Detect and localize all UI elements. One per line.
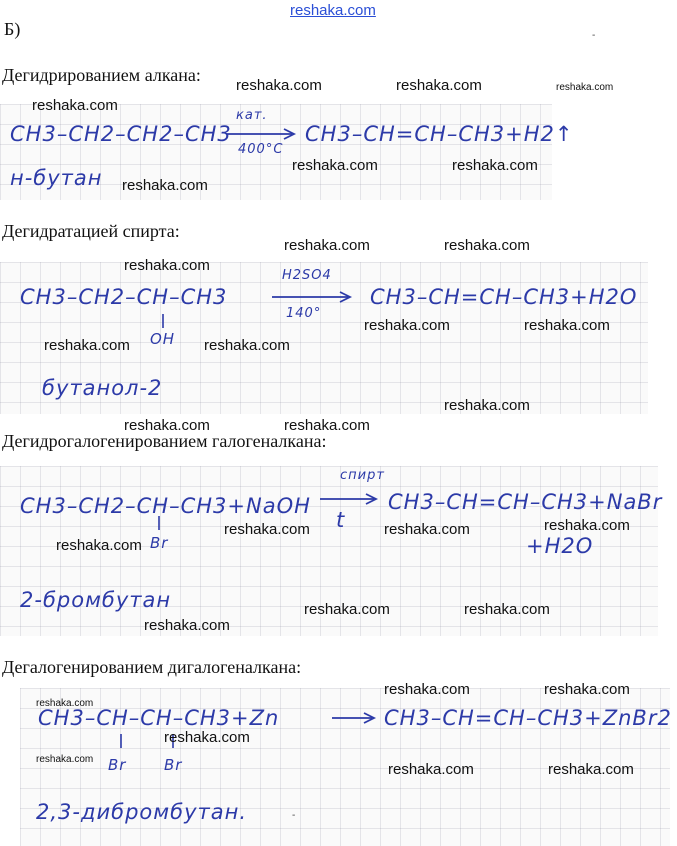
reactant-formula: CH3–CH–CH–CH3+Zn xyxy=(38,706,280,730)
product-formula: CH3–CH=CH–CH3+H2↑ xyxy=(305,122,574,146)
reaction-condition-top: H2SO4 xyxy=(282,268,332,283)
watermark: reshaka.com xyxy=(384,681,470,698)
watermark: reshaka.com xyxy=(236,77,322,94)
section-heading-dehydrogenation: Дегидрированием алкана: xyxy=(2,65,201,85)
product-formula-line2: +H2O xyxy=(526,534,594,558)
compound-name: бутанол-2 xyxy=(42,376,163,400)
watermark: reshaka.com xyxy=(44,337,130,354)
substituent-group: Br xyxy=(164,756,183,774)
watermark: reshaka.com xyxy=(524,317,610,334)
watermark: reshaka.com xyxy=(544,681,630,698)
reactant-formula: CH3–CH2–CH2–CH3 xyxy=(10,122,232,146)
watermark: reshaka.com xyxy=(388,761,474,778)
watermark: reshaka.com xyxy=(204,337,290,354)
watermark: reshaka.com xyxy=(396,77,482,94)
section-heading-dehalogenation: Дегалогенированием дигалогеналкана: xyxy=(2,657,302,677)
compound-name: н-бутан xyxy=(10,166,103,190)
reactant-formula: CH3–CH2–CH–CH3 xyxy=(20,285,228,309)
reaction-arrow xyxy=(332,712,378,724)
substituent-group: Br xyxy=(108,756,127,774)
watermark: reshaka.com xyxy=(36,698,94,709)
site-link[interactable]: reshaka.com xyxy=(290,2,376,19)
compound-name: 2,3-дибромбутан. xyxy=(36,800,247,824)
watermark: reshaka.com xyxy=(124,417,210,434)
watermark: reshaka.com xyxy=(144,617,230,634)
watermark: reshaka.com xyxy=(548,761,634,778)
watermark: reshaka.com xyxy=(284,417,370,434)
watermark: reshaka.com xyxy=(56,537,142,554)
watermark: reshaka.com xyxy=(384,521,470,538)
watermark: reshaka.com xyxy=(224,521,310,538)
dash-mark: - xyxy=(592,30,596,41)
watermark: reshaka.com xyxy=(464,601,550,618)
watermark: reshaka.com xyxy=(444,237,530,254)
reaction-arrow xyxy=(226,128,298,140)
bond-line xyxy=(156,516,162,532)
watermark: reshaka.com xyxy=(164,729,250,746)
watermark: reshaka.com xyxy=(292,157,378,174)
substituent-group: Br xyxy=(150,534,169,552)
reaction-condition-bottom: 140° xyxy=(286,306,322,321)
product-formula: CH3–CH=CH–CH3+NaBr xyxy=(388,490,663,514)
watermark: reshaka.com xyxy=(544,517,630,534)
watermark: reshaka.com xyxy=(452,157,538,174)
reaction-condition-top: спирт xyxy=(340,468,385,483)
section-heading-dehydrohalogenation: Дегидрогалогенированием галогеналкана: xyxy=(2,431,327,451)
product-formula: CH3–CH=CH–CH3+ZnBr2 xyxy=(384,706,672,730)
reaction-condition-bottom: t xyxy=(336,508,346,532)
watermark: reshaka.com xyxy=(364,317,450,334)
watermark: reshaka.com xyxy=(444,397,530,414)
bond-line xyxy=(160,314,166,330)
dash-mark: - xyxy=(292,810,296,821)
watermark: reshaka.com xyxy=(556,82,614,93)
reactant-formula: CH3–CH2–CH–CH3+NaOH xyxy=(20,494,311,518)
bond-line xyxy=(118,734,124,750)
part-label: Б) xyxy=(4,19,21,39)
watermark: reshaka.com xyxy=(36,754,94,765)
watermark: reshaka.com xyxy=(122,177,208,194)
watermark: reshaka.com xyxy=(284,237,370,254)
reaction-arrow xyxy=(320,493,380,505)
substituent-group: OH xyxy=(150,330,176,348)
watermark: reshaka.com xyxy=(32,97,118,114)
section-heading-dehydration: Дегидратацией спирта: xyxy=(2,221,180,241)
watermark: reshaka.com xyxy=(124,257,210,274)
reaction-condition-bottom: 400°C xyxy=(238,142,284,157)
product-formula: CH3–CH=CH–CH3+H2O xyxy=(370,285,638,309)
reaction-condition-top: кат. xyxy=(236,108,268,123)
compound-name: 2-бромбутан xyxy=(20,588,172,612)
reaction-arrow xyxy=(272,291,354,303)
watermark: reshaka.com xyxy=(304,601,390,618)
